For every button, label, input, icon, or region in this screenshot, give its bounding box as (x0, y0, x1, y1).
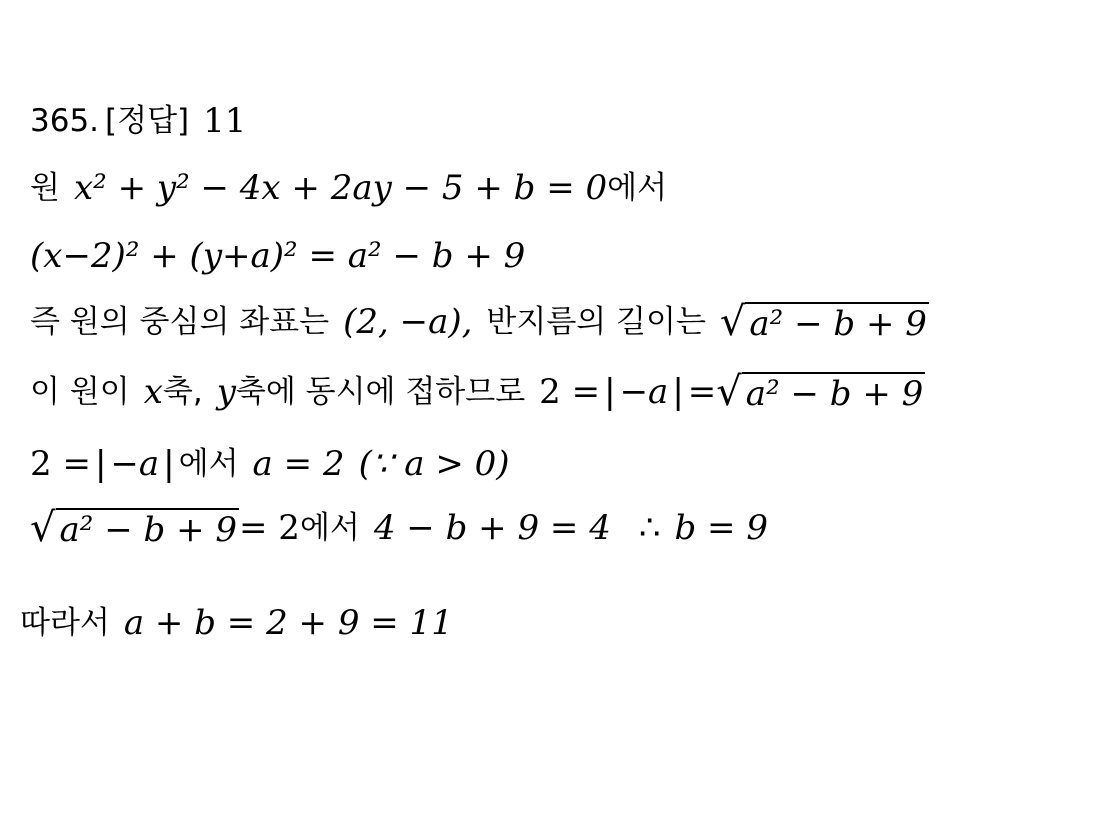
line7-prefix: 따라서 (20, 605, 110, 641)
line3-text2: 반지름의 길이는 (486, 304, 706, 340)
solve-b-line (30, 505, 768, 551)
line1-suffix: 에서 (607, 170, 668, 206)
y-axis-label: 축에 동시에 접하므로 (235, 374, 526, 410)
y-symbol: y (216, 372, 236, 412)
tangent-condition-line: 이 원이 x 축, y 축에 동시에 접하므로 2 = | −a | = √ a² − b + 9 (30, 369, 924, 415)
line6-suffix: 에서 (299, 510, 360, 546)
a-result: a = 2 (252, 444, 345, 484)
line5-suffix: 에서 (178, 446, 239, 482)
line6-radicand: a² − b + 9 (56, 508, 240, 548)
x-axis-label: 축, (162, 374, 203, 410)
radius-sqrt: √ a² − b + 9 (719, 299, 927, 345)
final-answer-line (20, 603, 453, 643)
tangent-radicand: a² − b + 9 (742, 372, 926, 412)
b-calculation: 4 − b + 9 = 4 (373, 508, 611, 548)
line5-eq-left: 2 = (30, 444, 91, 484)
a-condition: (∵ a > 0) (358, 444, 510, 484)
line1-prefix: 원 (30, 170, 60, 206)
center-radius-line (30, 299, 929, 345)
radius-radicand: a² − b + 9 (745, 302, 929, 342)
tangent-sqrt: √ a² − b + 9 (716, 369, 924, 415)
line5-abs: −a (110, 444, 160, 484)
problem-number: 365. (30, 103, 100, 139)
line3-text: 즉 원의 중심의 좌표는 (30, 304, 330, 340)
problem-header (30, 101, 246, 141)
solve-a-line: 2 = | −a | 에서 a = 2 (∵ a > 0) (30, 444, 510, 484)
tangent-abs: −a (619, 372, 669, 412)
therefore-symbol: ∴ (638, 508, 661, 548)
answer-tag: [정답] (105, 103, 190, 139)
line4-text: 이 원이 (30, 374, 130, 410)
line6-eq: = 2 (239, 508, 300, 548)
b-result: b = 9 (674, 508, 768, 548)
line6-sqrt: √ a² − b + 9 (30, 505, 238, 551)
tangent-eq-mid: = (687, 372, 717, 412)
center-coordinates: (2, −a), (343, 302, 473, 342)
x-symbol: x (143, 372, 163, 412)
final-equation: a + b = 2 + 9 = 11 (123, 603, 453, 643)
tangent-eq-left: 2 = (539, 372, 601, 412)
answer-value: 11 (203, 101, 247, 141)
standard-form-line (30, 236, 525, 276)
standard-form-equation: (x−2)² + (y+a)² = a² − b + 9 (30, 236, 526, 276)
circle-equation-line (30, 168, 667, 208)
circle-equation: x² + y² − 4x + 2ay − 5 + b = 0 (73, 168, 608, 208)
